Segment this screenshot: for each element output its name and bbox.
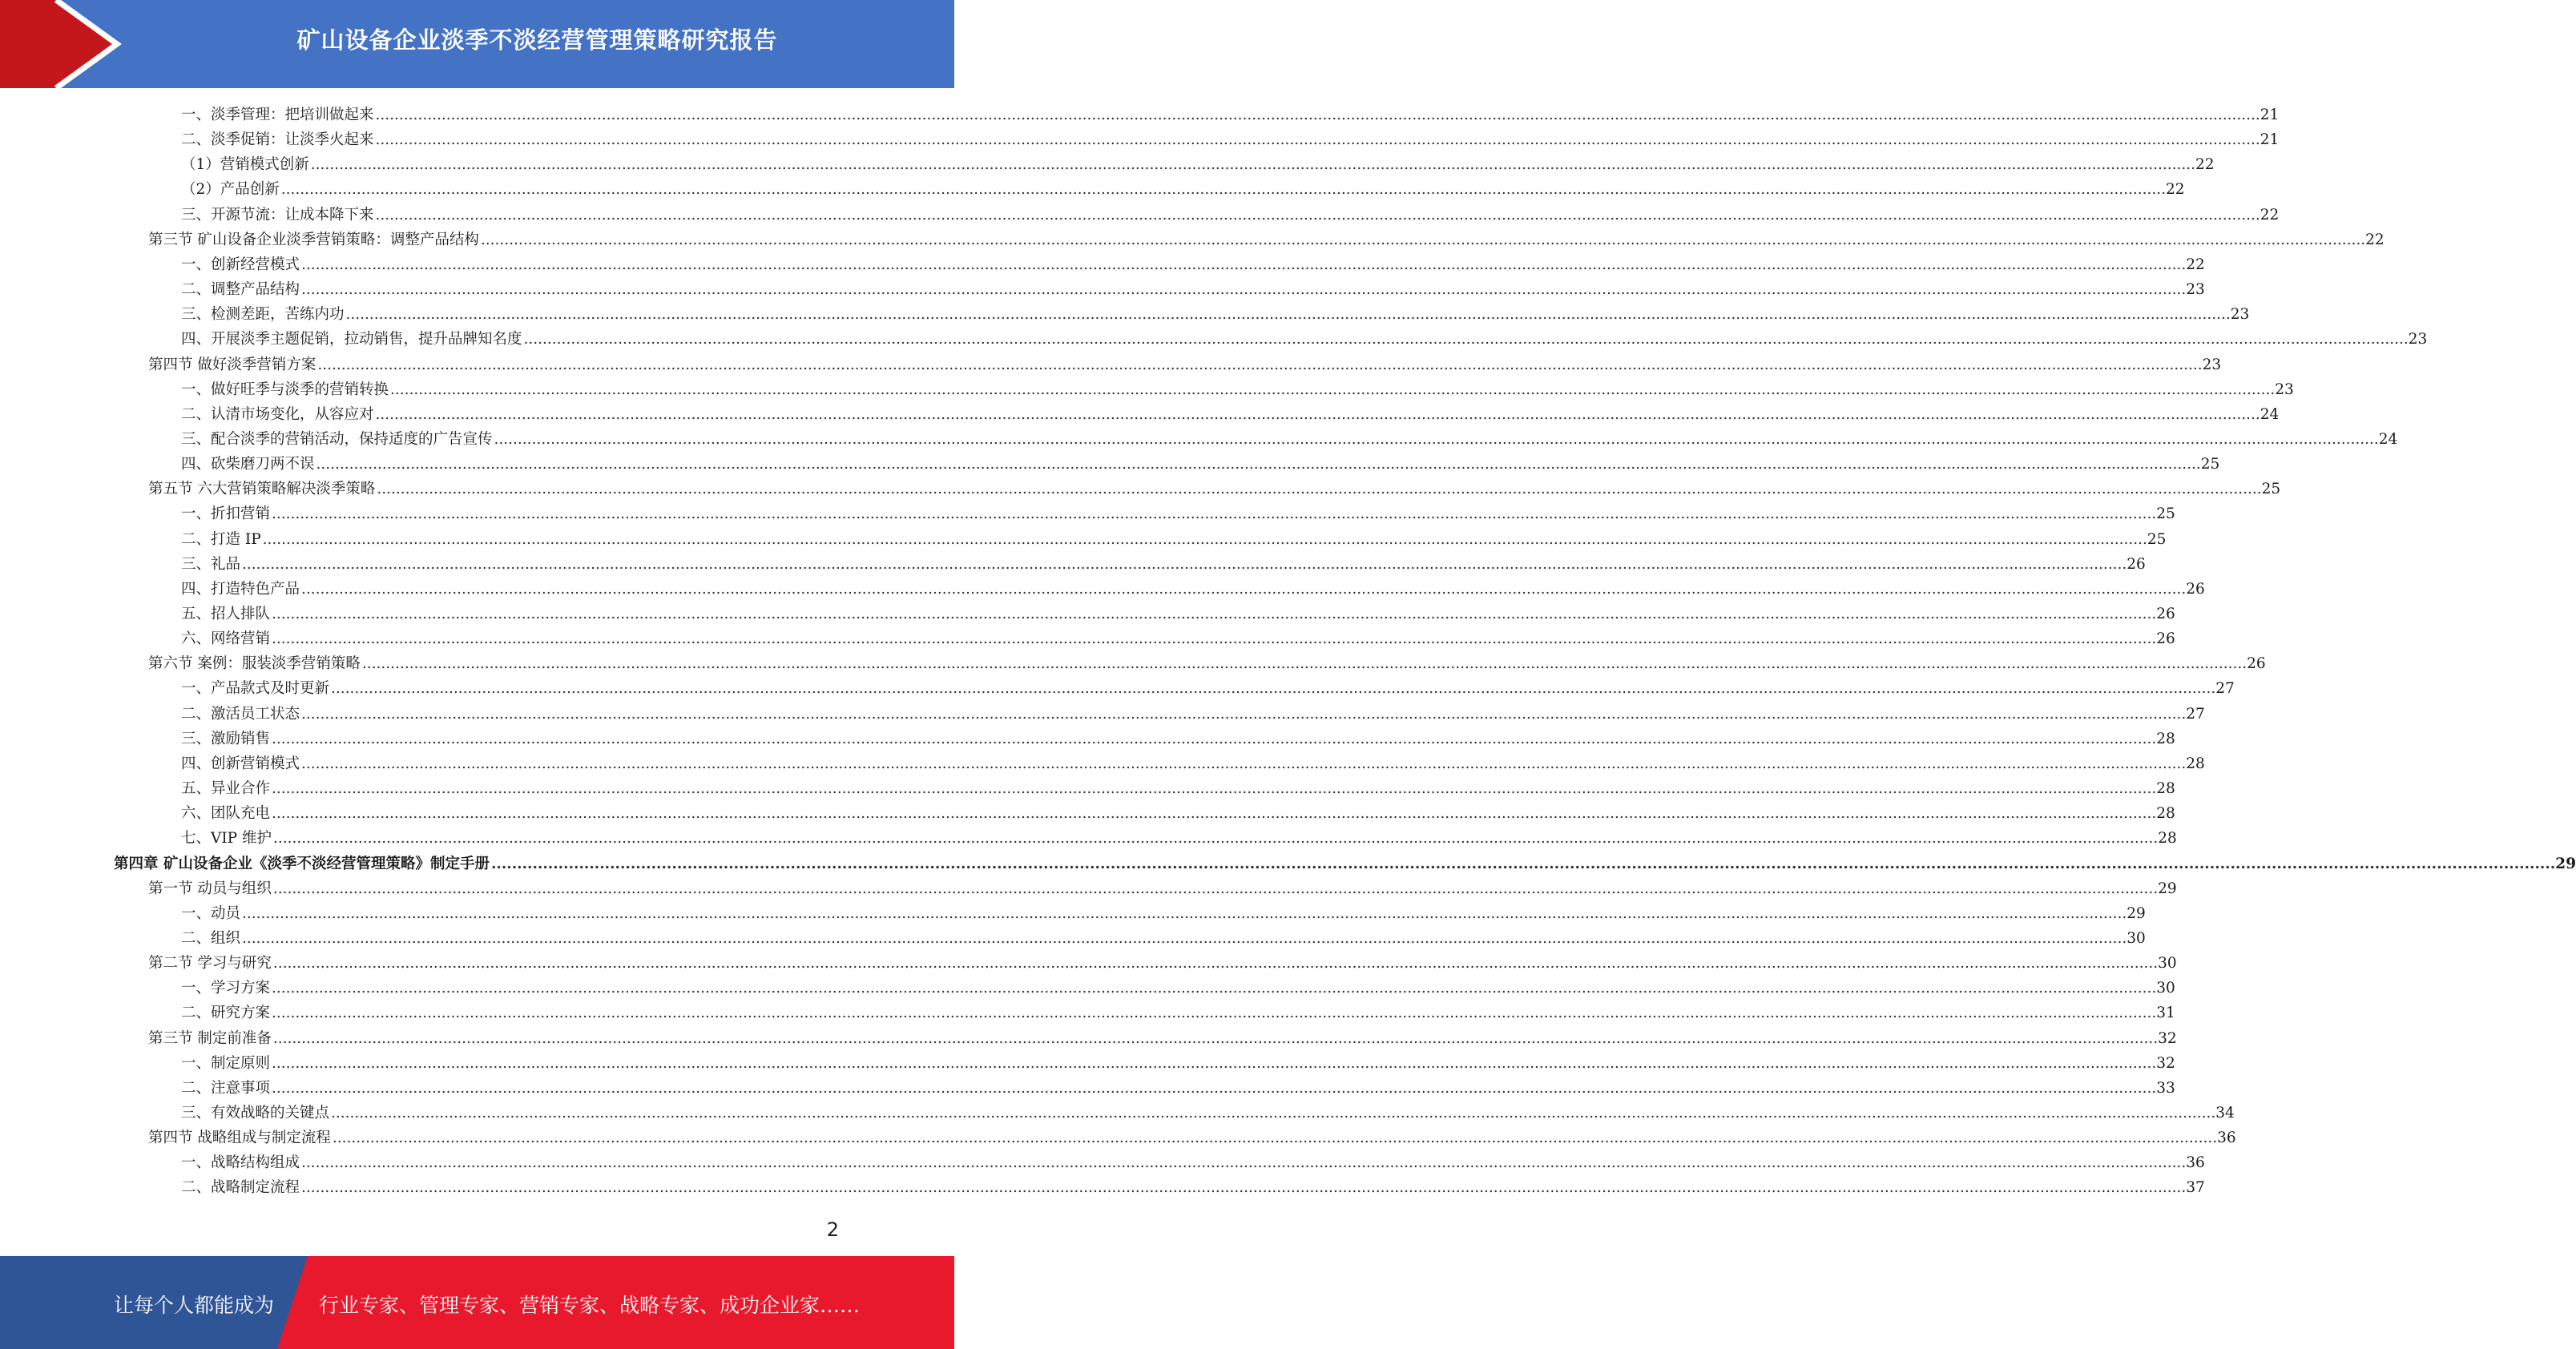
toc-dot-leader: ................................................................................................................................................................................................................................................................................................................................................................................................................ bbox=[523, 331, 2409, 348]
toc-entry[interactable] bbox=[181, 625, 2175, 649]
toc-dot-leader: ................................................................................................................................................................................................................................................................................................................................................................................................................ bbox=[301, 1179, 2187, 1197]
toc-entry[interactable] bbox=[181, 401, 2280, 425]
toc-entry-page: 26 bbox=[2247, 655, 2266, 673]
toc-entry[interactable] bbox=[148, 226, 2385, 250]
toc-entry-label: 三、激励销售 bbox=[181, 730, 271, 747]
toc-entry-page: 28 bbox=[2156, 780, 2175, 798]
toc-entry-page: 29 bbox=[2158, 880, 2177, 897]
toc-entry-label: 二、打造 IP bbox=[181, 530, 261, 548]
toc-dot-leader: ................................................................................................................................................................................................................................................................................................................................................................................................................ bbox=[262, 530, 2147, 548]
page-header bbox=[0, 0, 954, 88]
toc-entry-label: 第二节 学习与研究 bbox=[148, 955, 272, 972]
toc-dot-leader: ................................................................................................................................................................................................................................................................................................................................................................................................................ bbox=[301, 705, 2187, 723]
toc-entry-label: 第一节 动员与组织 bbox=[148, 880, 272, 897]
toc-dot-leader: ................................................................................................................................................................................................................................................................................................................................................................................................................ bbox=[317, 356, 2203, 373]
toc-entry-label: 三、检测差距，苦练内功 bbox=[181, 306, 345, 324]
toc-dot-leader: ................................................................................................................................................................................................................................................................................................................................................................................................................ bbox=[301, 1154, 2187, 1172]
toc-entry[interactable] bbox=[181, 974, 2175, 998]
toc-entry-page: 27 bbox=[2186, 705, 2205, 723]
toc-entry[interactable] bbox=[181, 575, 2205, 599]
toc-entry[interactable] bbox=[181, 1174, 2205, 1198]
toc-dot-leader: ................................................................................................................................................................................................................................................................................................................................................................................................................ bbox=[375, 131, 2260, 149]
toc-dot-leader: ................................................................................................................................................................................................................................................................................................................................................................................................................ bbox=[272, 630, 2157, 648]
toc-entry[interactable] bbox=[148, 949, 2177, 973]
toc-dot-leader: ................................................................................................................................................................................................................................................................................................................................................................................................................ bbox=[272, 505, 2157, 523]
toc-entry-page: 23 bbox=[2202, 356, 2222, 373]
toc-entry-page: 28 bbox=[2186, 755, 2205, 772]
toc-entry-label: 四、开展淡季主题促销，拉动销售，提升品牌知名度 bbox=[181, 331, 522, 348]
toc-dot-leader: ................................................................................................................................................................................................................................................................................................................................................................................................................ bbox=[480, 231, 2366, 248]
toc-entry-label: 一、学习方案 bbox=[181, 980, 271, 997]
toc-entry-label: 五、招人排队 bbox=[181, 606, 271, 622]
toc-entry-page: 24 bbox=[2378, 430, 2398, 448]
toc-dot-leader: ................................................................................................................................................................................................................................................................................................................................................................................................................ bbox=[331, 680, 2216, 698]
toc-entry[interactable] bbox=[181, 674, 2235, 699]
toc-dot-leader: ................................................................................................................................................................................................................................................................................................................................................................................................................ bbox=[375, 206, 2260, 223]
toc-dot-leader: ................................................................................................................................................................................................................................................................................................................................................................................................................ bbox=[377, 481, 2262, 498]
toc-entry-label: 一、淡季管理：把培训做起来 bbox=[181, 107, 374, 123]
toc-entry-page: 31 bbox=[2156, 1005, 2175, 1022]
footer-slogan-left: 让每个人都能成为 bbox=[114, 1294, 275, 1317]
toc-entry-page: 22 bbox=[2166, 181, 2185, 199]
toc-entry-label: 六、网络营销 bbox=[181, 630, 271, 648]
toc-dot-leader: ................................................................................................................................................................................................................................................................................................................................................................................................................ bbox=[375, 405, 2260, 423]
toc-entry[interactable] bbox=[181, 151, 2215, 175]
toc-entry-page: 32 bbox=[2158, 1029, 2177, 1047]
toc-entry-page: 26 bbox=[2156, 606, 2175, 622]
toc-entry[interactable] bbox=[148, 875, 2177, 899]
toc-entry[interactable] bbox=[148, 650, 2266, 674]
toc-dot-leader: ................................................................................................................................................................................................................................................................................................................................................................................................................ bbox=[390, 381, 2276, 398]
toc-entry-label: 第六节 案例：服装淡季营销策略 bbox=[148, 655, 361, 673]
toc-dot-leader: ................................................................................................................................................................................................................................................................................................................................................................................................................ bbox=[272, 805, 2157, 823]
toc-entry[interactable] bbox=[181, 450, 2220, 474]
toc-entry[interactable] bbox=[148, 351, 2222, 375]
toc-entry-page: 22 bbox=[2186, 256, 2205, 273]
document-title: 矿山设备企业淡季不淡经营管理策略研究报告 bbox=[296, 26, 778, 54]
toc-entry-label: 六、团队充电 bbox=[181, 805, 271, 823]
toc-entry-label: 三、配合淡季的营销活动，保持适度的广告宣传 bbox=[181, 430, 493, 448]
toc-entry[interactable] bbox=[181, 1049, 2175, 1073]
footer-slogan-right: 行业专家、管理专家、营销专家、战略专家、成功企业家…… bbox=[319, 1294, 861, 1317]
toc-entry-label: 三、开源节流：让成本降下来 bbox=[181, 206, 374, 223]
toc-dot-leader: ................................................................................................................................................................................................................................................................................................................................................................................................................ bbox=[332, 1130, 2218, 1147]
toc-entry-page: 24 bbox=[2260, 405, 2280, 423]
toc-entry[interactable] bbox=[181, 101, 2280, 125]
toc-entry-page: 30 bbox=[2158, 955, 2177, 972]
toc-dot-leader: ................................................................................................................................................................................................................................................................................................................................................................................................................ bbox=[490, 855, 2556, 872]
header-arrow-icon bbox=[0, 0, 128, 88]
toc-entry-label: 第五节 六大营销策略解决淡季策略 bbox=[148, 481, 376, 498]
toc-dot-leader: ................................................................................................................................................................................................................................................................................................................................................................................................................ bbox=[242, 929, 2127, 947]
toc-entry-label: 第四章 矿山设备企业《淡季不淡经营管理策略》制定手册 bbox=[114, 855, 490, 872]
toc-entry-page: 28 bbox=[2156, 730, 2175, 747]
toc-entry-label: 五、异业合作 bbox=[181, 780, 271, 798]
toc-entry-label: 四、砍柴磨刀两不误 bbox=[181, 456, 315, 473]
toc-dot-leader: ................................................................................................................................................................................................................................................................................................................................................................................................................ bbox=[301, 580, 2187, 598]
toc-entry-label: 四、创新营销模式 bbox=[181, 755, 300, 772]
toc-entry-label: 一、动员 bbox=[181, 904, 241, 922]
toc-dot-leader: ................................................................................................................................................................................................................................................................................................................................................................................................................ bbox=[280, 181, 2167, 199]
toc-entry-page: 23 bbox=[2408, 331, 2428, 348]
toc-dot-leader: ................................................................................................................................................................................................................................................................................................................................................................................................................ bbox=[272, 606, 2157, 622]
toc-entry-label: 二、淡季促销：让淡季火起来 bbox=[181, 131, 374, 149]
toc-entry-page: 29 bbox=[2127, 904, 2146, 922]
toc-entry-page: 36 bbox=[2217, 1130, 2236, 1147]
toc-entry[interactable] bbox=[114, 850, 2576, 874]
toc-entry[interactable] bbox=[181, 201, 2280, 225]
toc-entry-page: 32 bbox=[2156, 1054, 2175, 1072]
toc-entry[interactable] bbox=[181, 325, 2428, 349]
toc-entry-page: 22 bbox=[2365, 231, 2385, 248]
toc-dot-leader: ................................................................................................................................................................................................................................................................................................................................................................................................................ bbox=[361, 655, 2247, 673]
toc-dot-leader: ................................................................................................................................................................................................................................................................................................................................................................................................................ bbox=[272, 780, 2157, 798]
toc-entry-label: （1）营销模式创新 bbox=[181, 156, 309, 174]
toc-dot-leader: ................................................................................................................................................................................................................................................................................................................................................................................................................ bbox=[242, 904, 2127, 922]
page-number: 2 bbox=[826, 1218, 839, 1241]
toc-entry[interactable] bbox=[181, 175, 2185, 199]
toc-entry[interactable] bbox=[181, 500, 2175, 524]
toc-entry[interactable] bbox=[181, 725, 2175, 749]
toc-entry[interactable] bbox=[181, 799, 2175, 823]
toc-entry-label: 三、有效战略的关键点 bbox=[181, 1105, 330, 1121]
toc-entry-label: 二、认清市场变化，从容应对 bbox=[181, 405, 374, 423]
toc-entry-page: 25 bbox=[2261, 481, 2281, 498]
toc-entry-page: 23 bbox=[2275, 381, 2294, 398]
toc-entry-label: 第四节 战略组成与制定流程 bbox=[148, 1130, 331, 1147]
toc-entry-label: 三、礼品 bbox=[181, 555, 241, 573]
toc-entry-label: 一、制定原则 bbox=[181, 1054, 271, 1072]
toc-entry-page: 26 bbox=[2127, 555, 2146, 573]
toc-entry-page: 37 bbox=[2186, 1179, 2205, 1197]
toc-entry-page: 22 bbox=[2260, 206, 2280, 223]
toc-dot-leader: ................................................................................................................................................................................................................................................................................................................................................................................................................ bbox=[494, 430, 2379, 448]
toc-entry-label: （2）产品创新 bbox=[181, 181, 280, 199]
toc-entry[interactable] bbox=[181, 924, 2146, 948]
toc-entry-label: 一、创新经营模式 bbox=[181, 256, 300, 273]
toc-entry-page: 27 bbox=[2215, 680, 2235, 698]
toc-entry-page: 28 bbox=[2158, 830, 2177, 848]
toc-dot-leader: ................................................................................................................................................................................................................................................................................................................................................................................................................ bbox=[272, 955, 2159, 972]
toc-entry-label: 一、产品款式及时更新 bbox=[181, 680, 330, 698]
toc-dot-leader: ................................................................................................................................................................................................................................................................................................................................................................................................................ bbox=[242, 555, 2127, 573]
toc-entry[interactable] bbox=[181, 750, 2205, 774]
toc-entry[interactable] bbox=[148, 475, 2281, 499]
toc-entry[interactable] bbox=[181, 425, 2398, 449]
toc-dot-leader: ................................................................................................................................................................................................................................................................................................................................................................................................................ bbox=[272, 980, 2157, 997]
toc-entry-label: 二、组织 bbox=[181, 929, 241, 947]
toc-entry[interactable] bbox=[181, 1074, 2175, 1098]
toc-entry[interactable] bbox=[181, 999, 2175, 1023]
toc-entry-page: 30 bbox=[2156, 980, 2175, 997]
toc-entry-label: 一、折扣营销 bbox=[181, 505, 271, 523]
toc-entry-label: 二、研究方案 bbox=[181, 1005, 271, 1022]
toc-entry[interactable] bbox=[181, 276, 2205, 300]
toc-entry[interactable] bbox=[181, 1149, 2205, 1173]
toc-entry[interactable] bbox=[181, 824, 2177, 848]
toc-dot-leader: ................................................................................................................................................................................................................................................................................................................................................................................................................ bbox=[345, 306, 2231, 324]
toc-entry-page: 26 bbox=[2156, 630, 2175, 648]
toc-entry[interactable] bbox=[148, 1124, 2236, 1148]
toc-entry-label: 二、战略制定流程 bbox=[181, 1179, 300, 1197]
toc-entry[interactable] bbox=[181, 1099, 2235, 1123]
toc-entry-page: 25 bbox=[2156, 505, 2175, 523]
toc-entry[interactable] bbox=[181, 126, 2280, 150]
toc-entry-page: 30 bbox=[2127, 929, 2146, 947]
toc-entry-label: 一、做好旺季与淡季的营销转换 bbox=[181, 381, 389, 398]
toc-entry[interactable] bbox=[181, 526, 2167, 550]
toc-dot-leader: ................................................................................................................................................................................................................................................................................................................................................................................................................ bbox=[272, 1054, 2157, 1072]
toc-entry[interactable] bbox=[181, 376, 2294, 400]
toc-entry-page: 26 bbox=[2186, 580, 2205, 598]
toc-entry-label: 第四节 做好淡季营销方案 bbox=[148, 356, 316, 373]
toc-entry-page: 21 bbox=[2260, 131, 2280, 149]
toc-entry-label: 四、打造特色产品 bbox=[181, 580, 300, 598]
toc-dot-leader: ................................................................................................................................................................................................................................................................................................................................................................................................................ bbox=[272, 1079, 2157, 1097]
toc-entry-page: 33 bbox=[2156, 1079, 2175, 1097]
toc-dot-leader: ................................................................................................................................................................................................................................................................................................................................................................................................................ bbox=[272, 1005, 2157, 1022]
toc-entry-label: 一、战略结构组成 bbox=[181, 1154, 300, 1172]
toc-entry[interactable] bbox=[148, 1025, 2177, 1049]
toc-dot-leader: ................................................................................................................................................................................................................................................................................................................................................................................................................ bbox=[301, 755, 2187, 772]
toc-dot-leader: ................................................................................................................................................................................................................................................................................................................................................................................................................ bbox=[272, 880, 2159, 897]
toc-entry[interactable] bbox=[181, 900, 2146, 924]
toc-dot-leader: ................................................................................................................................................................................................................................................................................................................................................................................................................ bbox=[272, 1029, 2159, 1047]
toc-entry-page: 29 bbox=[2555, 855, 2576, 872]
toc-entry-label: 第三节 制定前准备 bbox=[148, 1029, 272, 1047]
toc-entry-label: 七、VIP 维护 bbox=[181, 830, 272, 848]
toc-entry[interactable] bbox=[181, 550, 2146, 574]
toc-entry-page: 21 bbox=[2260, 107, 2280, 123]
toc-entry-page: 22 bbox=[2195, 156, 2215, 174]
toc-entry-label: 二、注意事项 bbox=[181, 1079, 271, 1097]
toc-dot-leader: ................................................................................................................................................................................................................................................................................................................................................................................................................ bbox=[301, 281, 2187, 299]
toc-dot-leader: ................................................................................................................................................................................................................................................................................................................................................................................................................ bbox=[316, 456, 2201, 473]
toc-entry-page: 25 bbox=[2147, 530, 2167, 548]
toc-dot-leader: ................................................................................................................................................................................................................................................................................................................................................................................................................ bbox=[273, 830, 2159, 848]
toc-dot-leader: ................................................................................................................................................................................................................................................................................................................................................................................................................ bbox=[375, 107, 2260, 123]
toc-entry-page: 23 bbox=[2186, 281, 2205, 299]
toc-entry-page: 28 bbox=[2156, 805, 2175, 823]
toc-dot-leader: ................................................................................................................................................................................................................................................................................................................................................................................................................ bbox=[310, 156, 2196, 174]
toc-entry[interactable] bbox=[181, 700, 2205, 724]
toc-dot-leader: ................................................................................................................................................................................................................................................................................................................................................................................................................ bbox=[272, 730, 2157, 747]
toc-entry-page: 36 bbox=[2186, 1154, 2205, 1172]
page-footer bbox=[0, 1256, 954, 1349]
toc-entry[interactable] bbox=[181, 775, 2175, 799]
toc-entry-label: 二、激活员工状态 bbox=[181, 705, 300, 723]
toc-entry-page: 23 bbox=[2230, 306, 2250, 324]
toc-entry-page: 25 bbox=[2200, 456, 2220, 473]
toc-entry-label: 第三节 矿山设备企业淡季营销策略：调整产品结构 bbox=[148, 231, 479, 248]
toc-entry-page: 34 bbox=[2215, 1105, 2235, 1121]
toc-entry[interactable] bbox=[181, 251, 2205, 275]
toc-dot-leader: ................................................................................................................................................................................................................................................................................................................................................................................................................ bbox=[331, 1105, 2216, 1121]
toc-entry-label: 二、调整产品结构 bbox=[181, 281, 300, 299]
toc-dot-leader: ................................................................................................................................................................................................................................................................................................................................................................................................................ bbox=[301, 256, 2187, 273]
toc-entry[interactable] bbox=[181, 300, 2250, 324]
toc-entry[interactable] bbox=[181, 600, 2175, 624]
